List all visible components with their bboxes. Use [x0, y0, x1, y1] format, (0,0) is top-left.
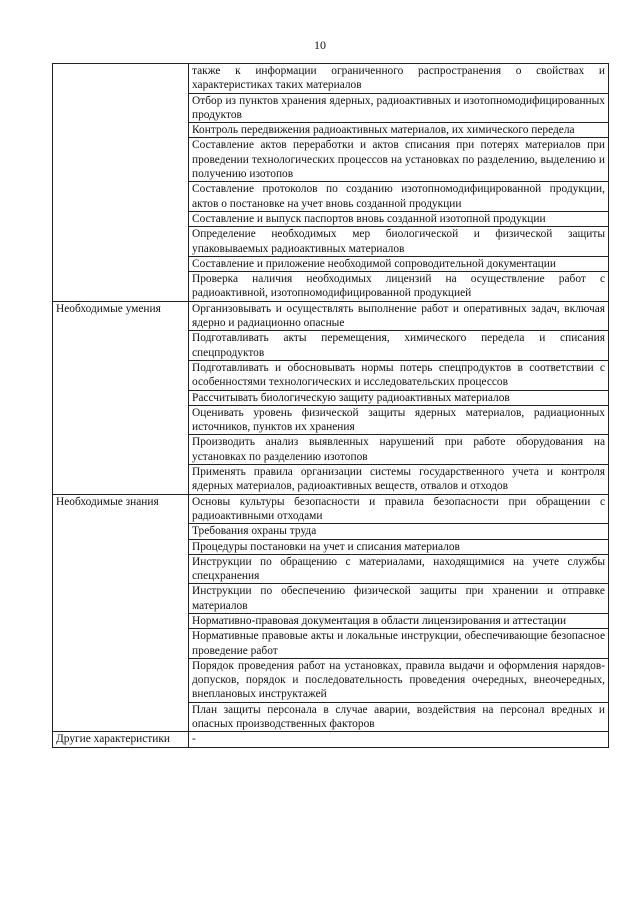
table-cell: Организовывать и осуществлять выполнение работ и оперативных задач, включая ядерно и радиационно опасные	[189, 301, 609, 331]
table-row	[53, 301, 609, 331]
section-label: Необходимые умения	[53, 301, 189, 494]
table-cell: Оценивать уровень физической защиты ядерных материалов, радиационных источников, пунктов их хранения	[189, 405, 609, 435]
table-cell: Процедуры постановки на учет и списания материалов	[189, 539, 609, 554]
table-cell: Определение необходимых мер биологической и физической защиты упаковываемых радиоактивных материалов	[189, 227, 609, 257]
section-label	[53, 64, 189, 302]
table-body	[53, 64, 609, 748]
table-cell: также к информации ограниченного распространения о свойствах и характеристиках таких материалов	[189, 64, 609, 94]
table-cell: Производить анализ выявленных нарушений при работе оборудования на установках по разделению изотопов	[189, 435, 609, 465]
table-cell: План защиты персонала в случае аварии, воздействия на персонал вредных и опасных производственных факторов	[189, 702, 609, 732]
table-cell: Рассчитывать биологическую защиту радиоактивных материалов	[189, 390, 609, 405]
characteristics-table	[52, 63, 609, 748]
table-cell: Отбор из пунктов хранения ядерных, радиоактивных и изотопномодифицированных продуктов	[189, 93, 609, 123]
section-label: Необходимые знания	[53, 494, 189, 732]
table-row	[53, 494, 609, 524]
table-cell: Проверка наличия необходимых лицензий на осуществление работ с радиоактивной, изотопномодифицированной продукцией	[189, 272, 609, 302]
table-cell: Подготавливать и обосновывать нормы потерь спецпродуктов в соответствии с особенностями технологических и исследовательских процессов	[189, 360, 609, 390]
table-cell: Контроль передвижения радиоактивных материалов, их химического передела	[189, 123, 609, 138]
table-cell: -	[189, 732, 609, 747]
table-cell: Нормативные правовые акты и локальные инструкции, обеспечивающие безопасное проведение работ	[189, 629, 609, 659]
table-cell: Подготавливать акты перемещения, химического передела и списания спецпродуктов	[189, 331, 609, 361]
table-cell: Основы культуры безопасности и правила безопасности при обращении с радиоактивными отходами	[189, 494, 609, 524]
table-cell: Инструкции по обращению с материалами, находящимися на учете службы спецхранения	[189, 554, 609, 584]
table-cell: Составление протоколов по созданию изотопномодифицированной продукции, актов о постановке на учет вновь созданной продукции	[189, 182, 609, 212]
table-cell: Составление и выпуск паспортов вновь созданной изотопной продукции	[189, 211, 609, 226]
section-label: Другие характеристики	[53, 732, 189, 747]
table-cell: Требования охраны труда	[189, 524, 609, 539]
table-cell: Нормативно-правовая документация в области лицензирования и аттестации	[189, 613, 609, 628]
table-cell: Составление актов переработки и актов списания при потерях материалов при проведении технологических процессов на установках по разделению, выделению и получению изотопов	[189, 138, 609, 182]
table-cell: Применять правила организации системы государственного учета и контроля ядерных материалов, радиоактивных веществ, отвалов и отходов	[189, 465, 609, 495]
table-cell: Составление и приложение необходимой сопроводительной документации	[189, 256, 609, 271]
table-cell: Порядок проведения работ на установках, правила выдачи и оформления нарядов-допусков, порядок и последовательность проведения очередных, внеочередных, внеплановых инструктажей	[189, 658, 609, 702]
table-row	[53, 732, 609, 747]
page-number: 10	[314, 38, 326, 52]
table-cell: Инструкции по обеспечению физической защиты при хранении и отправке материалов	[189, 584, 609, 614]
table-row	[53, 64, 609, 94]
